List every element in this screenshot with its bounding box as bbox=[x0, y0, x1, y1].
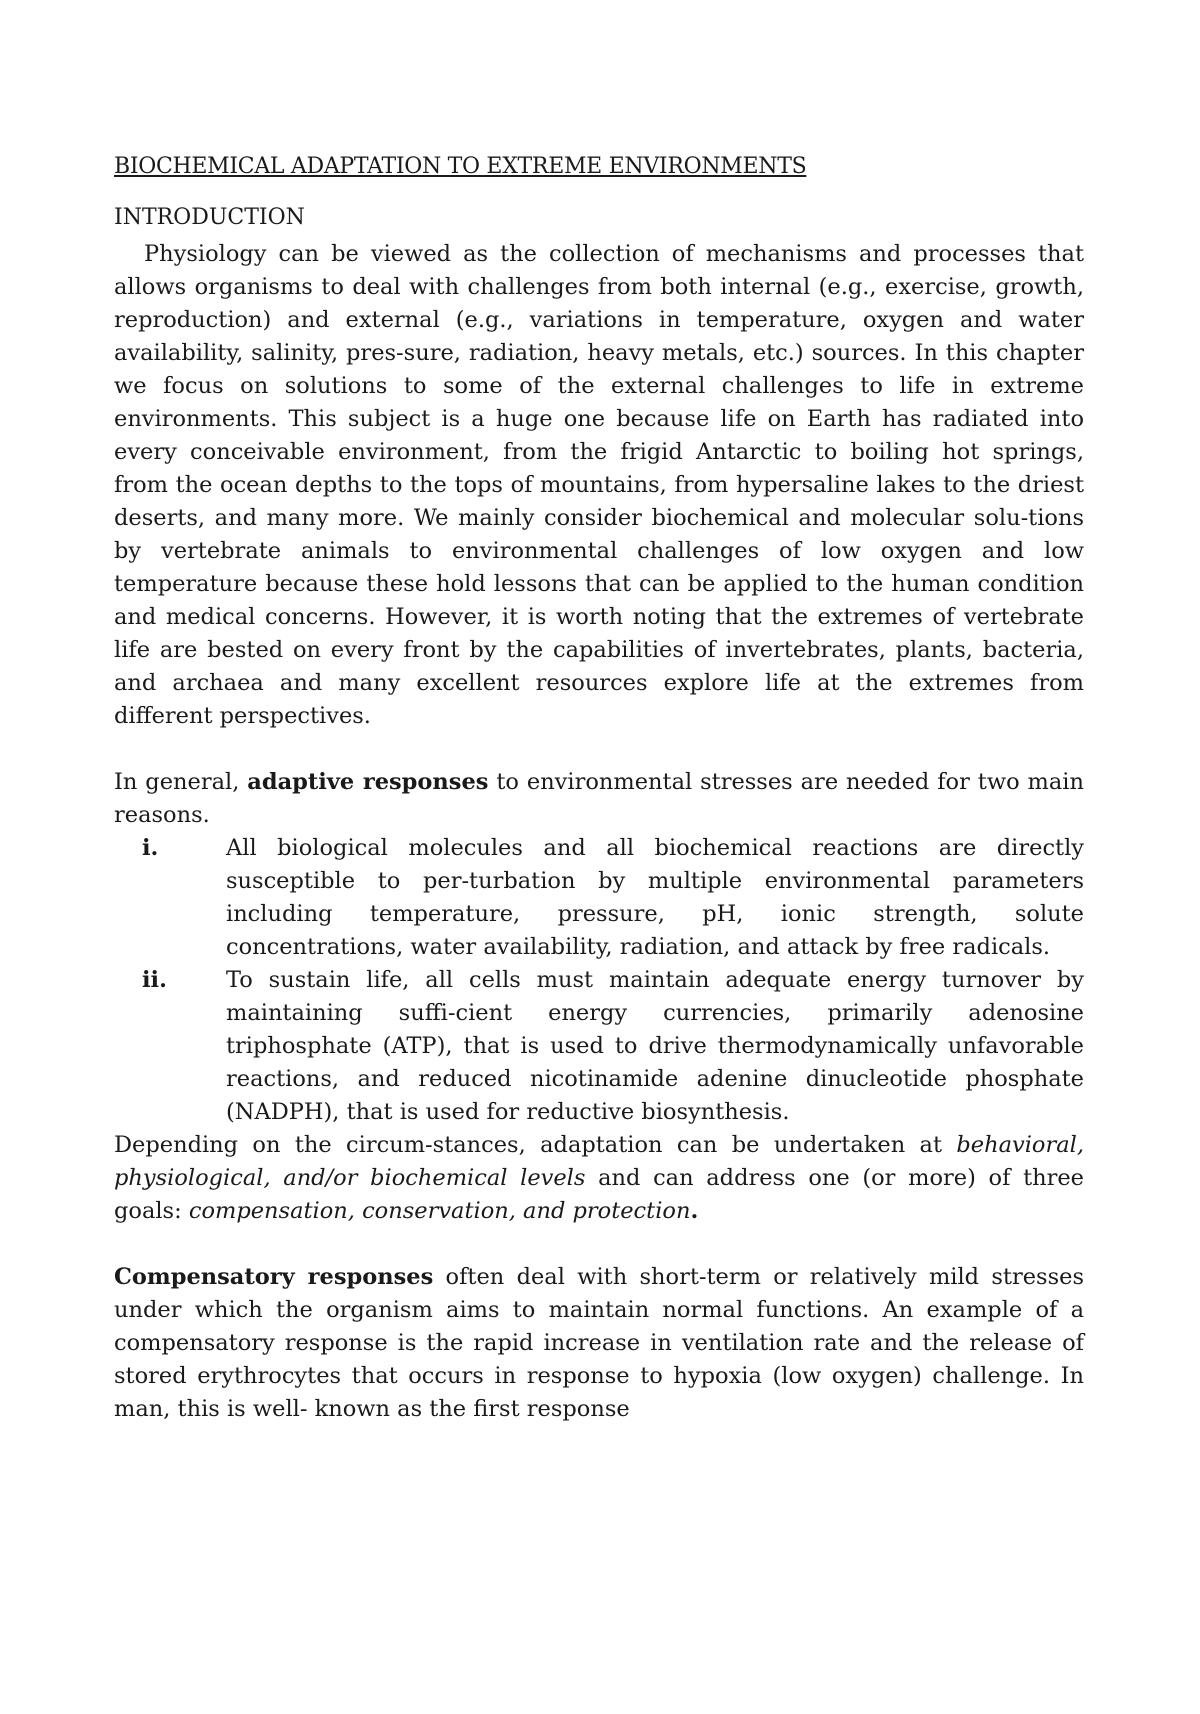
paragraph-spacer bbox=[114, 1228, 1084, 1261]
reasons-list bbox=[114, 832, 1084, 1129]
intro-paragraph: Physiology can be viewed as the collection of mechanisms and processes that allows organisms to deal with challenges from both internal (e.g., exercise, growth, reproduction) and external (e.g., variations in temperature, oxygen and water availability, salinity, pres-sure, radiation, heavy metals, etc.) sources. In this chapter we focus on solutions to some of the external challenges to life in extreme environments. This subject is a huge one because life on Earth has radiated into every conceivable environment, from the frigid Antarctic to boiling hot springs, from the ocean depths to the tops of mountains, from hypersaline lakes to the driest deserts, and many more. We mainly consider biochemical and molecular solu-tions by vertebrate animals to environmental challenges of low oxygen and low temperature because these hold lessons that can be applied to the human condition and medical concerns. However, it is worth noting that the extremes of vertebrate life are bested on every front by the capabilities of invertebrates, plants, bacteria, and archaea and many excellent resources explore life at the extremes from different perspectives. bbox=[114, 241, 1084, 729]
depending-part2: and can address one (or more) of three goals: bbox=[114, 1165, 1084, 1224]
general-suffix: to environmental stresses are needed for two main reasons. bbox=[114, 769, 1084, 828]
paragraph-spacer bbox=[114, 733, 1084, 766]
compensatory-responses-term: Compensatory responses bbox=[114, 1264, 434, 1290]
adaptive-responses-term: adaptive responses bbox=[247, 769, 489, 795]
general-prefix: In general, bbox=[114, 769, 248, 795]
compensatory-text: often deal with short-term or relatively mild stresses under which the organism aims to maintain normal functions. An example of a compensatory response is the rapid increase in ventilation rate and the release of stored erythrocytes that occurs in response to hypoxia (low oxygen) challenge. In man, this is well- known as the first response bbox=[114, 1264, 1084, 1422]
general-paragraph bbox=[114, 766, 1084, 832]
list-marker: ii. bbox=[142, 967, 167, 993]
list-item-text: To sustain life, all cells must maintain adequate energy turnover by maintaining suffi-cient energy currencies, primarily adenosine triphosphate (ATP), that is used to drive thermodynamically unfavorable reactions, and reduced nicotinamide adenine dinucleotide phosphate (NADPH), that is used for reductive biosynthesis. bbox=[226, 967, 1084, 1125]
section-heading-introduction: INTRODUCTION bbox=[114, 205, 305, 230]
document-title: BIOCHEMICAL ADAPTATION TO EXTREME ENVIRONMENTS bbox=[114, 154, 807, 179]
goals-term: compensation, conservation, and protection bbox=[188, 1198, 691, 1224]
document-page bbox=[114, 150, 1084, 1426]
depending-paragraph bbox=[114, 1129, 1084, 1228]
list-item-text: All biological molecules and all biochemical reactions are directly susceptible to per-turbation by multiple environmental parameters including temperature, pressure, pH, ionic strength, solute concentrations, water availability, radiation, and attack by free radicals. bbox=[226, 835, 1084, 960]
levels-term: behavioral, physiological, and/or biochemical levels bbox=[114, 1132, 1084, 1191]
depending-end: . bbox=[690, 1198, 699, 1224]
list-item bbox=[114, 964, 1084, 1129]
list-marker: i. bbox=[142, 835, 159, 861]
depending-part1: Depending on the circum-stances, adaptation can be undertaken at bbox=[114, 1132, 957, 1158]
list-item bbox=[114, 832, 1084, 964]
compensatory-paragraph bbox=[114, 1261, 1084, 1426]
